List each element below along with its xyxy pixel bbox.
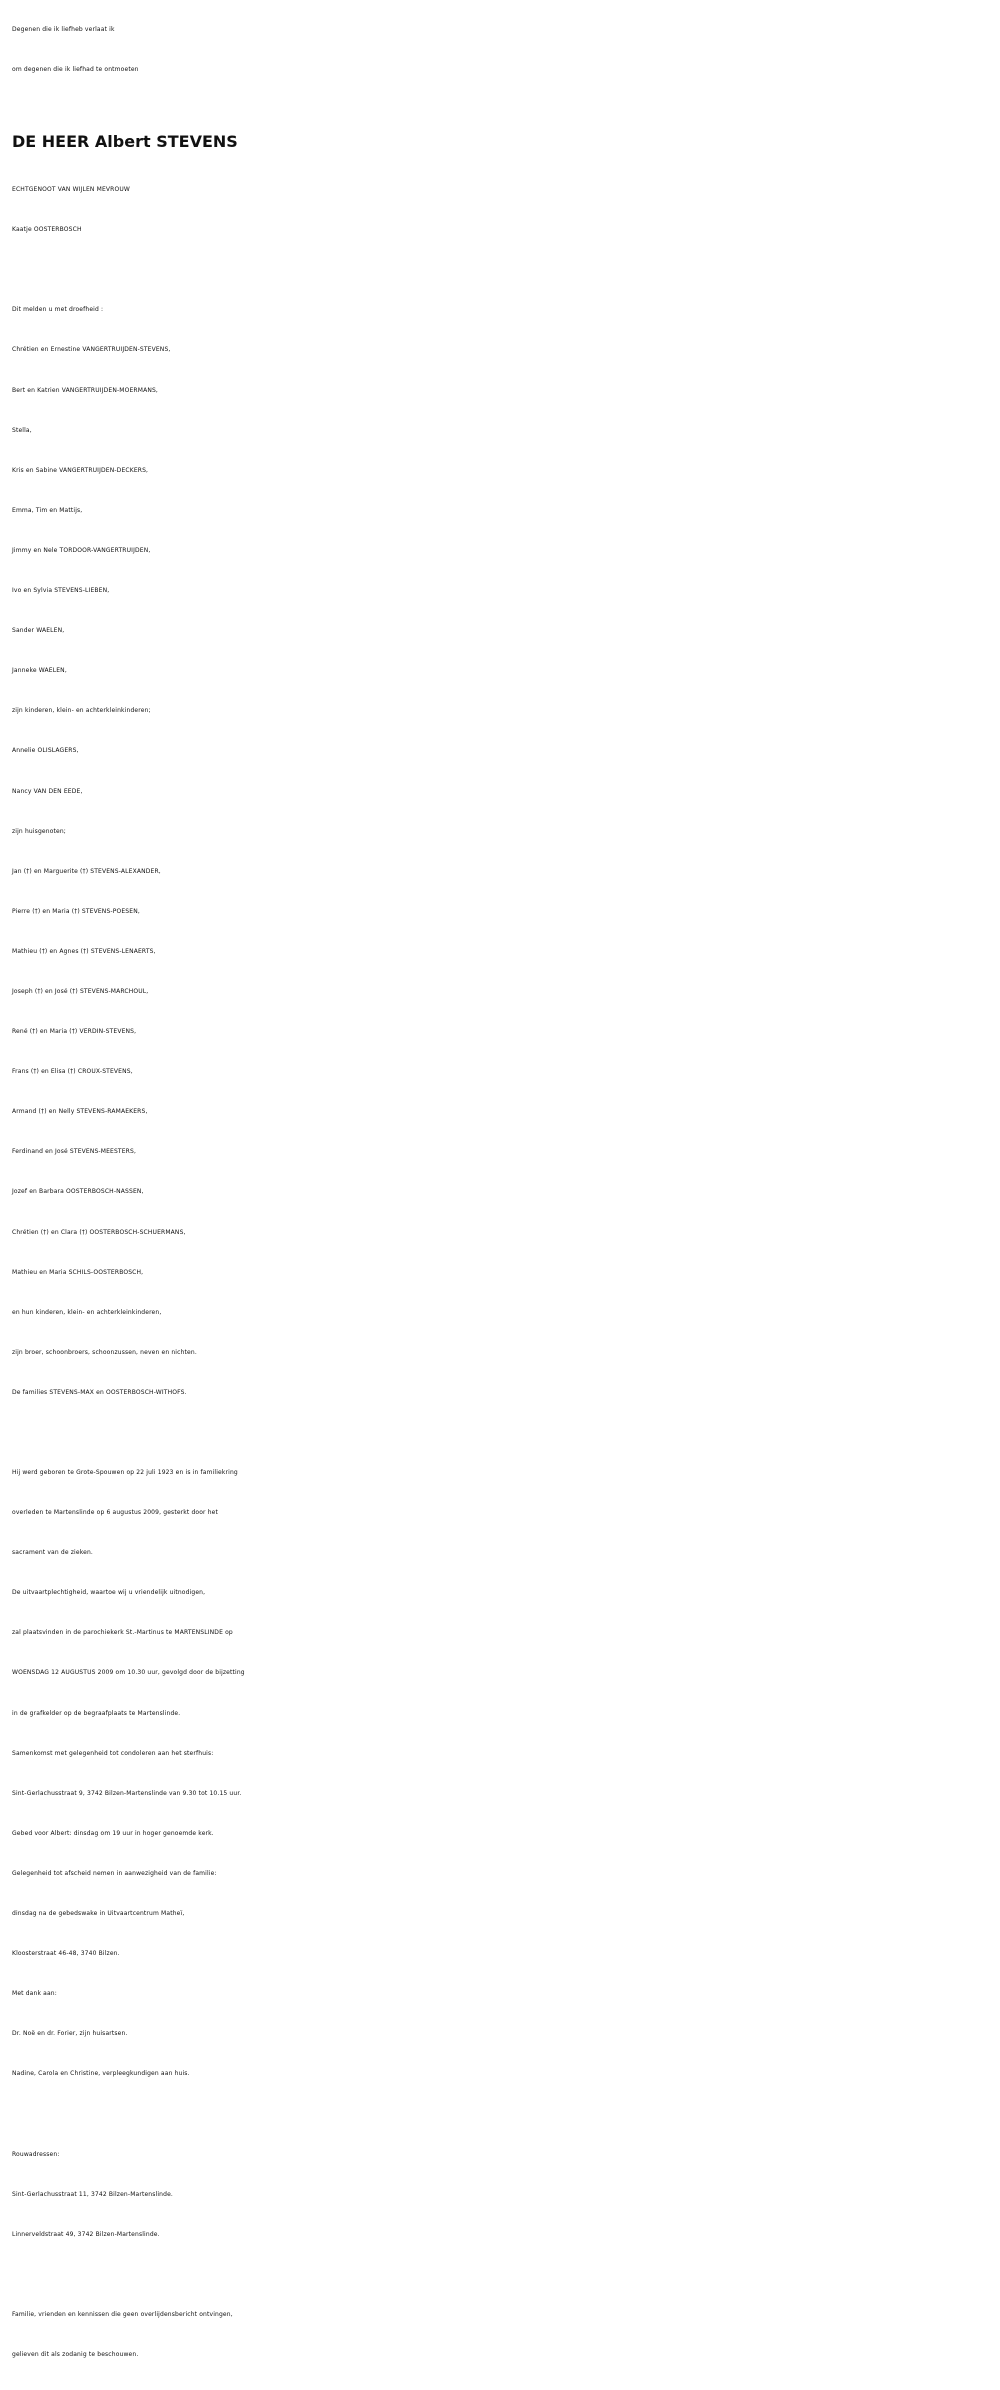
details-line: Dr. Noë en dr. Forier, zijn huisartsen. (12, 2030, 128, 2038)
family-line: zijn broer, schoonbroers, schoonzussen, neven en nichten. (12, 1348, 197, 1356)
details-line: Gebed voor Albert: dinsdag om 19 uur in hoger genoemde kerk. (12, 1829, 214, 1837)
addresses-line: Sint-Gerlachusstraat 11, 3742 Bilzen-Martenslinde. (12, 2190, 173, 2198)
spouse-subtitle (12, 170, 992, 250)
family-line: René (†) en Maria (†) VERDIN-STEVENS, (12, 1028, 137, 1036)
family-line: Ivo en Sylvia STEVENS-LIEBEN, (12, 587, 110, 595)
subtitle-line: Kaatje OOSTERBOSCH (12, 226, 82, 234)
family-line: Chrétien (†) en Clara (†) OOSTERBOSCH-SCHUERMANS, (12, 1228, 186, 1236)
closing-line: Familie, vrienden en kennissen die geen overlijdensbericht ontvingen, (12, 2310, 233, 2318)
intro-quote (12, 10, 992, 90)
spacer (12, 2095, 992, 2135)
mourning-addresses (12, 2135, 992, 2255)
details-line: Hij werd geboren te Grote-Spouwen op 22 juli 1923 en is in familiekring (12, 1469, 238, 1476)
deceased-name-title: DE HEER Albert STEVENS (12, 132, 238, 152)
subtitle-line: ECHTGENOOT VAN WIJLEN MEVROUW (12, 186, 130, 194)
details-line: WOENSDAG 12 AUGUSTUS 2009 om 10.30 uur, gevolgd door de bijzetting (12, 1669, 245, 1677)
family-line: Pierre (†) en Maria (†) STEVENS-POESEN, (12, 907, 140, 915)
details-line: Sint-Gerlachusstraat 9, 3742 Bilzen-Martenslinde van 9.30 tot 10.15 uur. (12, 1789, 242, 1797)
family-line: zijn kinderen, klein- en achterkleinkinderen; (12, 707, 151, 715)
family-line: Janneke WAELEN, (12, 667, 67, 675)
family-line: Nancy VAN DEN EEDE, (12, 787, 83, 795)
addresses-line: Rouwadressen: (12, 2150, 60, 2158)
family-line: Armand (†) en Nelly STEVENS-RAMAEKERS, (12, 1108, 148, 1116)
details-line: Gelegenheid tot afscheid nemen in aanwezigheid van de familie: (12, 1869, 217, 1877)
family-line: Mathieu en Maria SCHILS-OOSTERBOSCH, (12, 1268, 144, 1276)
intro-line: om degenen die ik liefhad te ontmoeten (12, 66, 139, 74)
family-line: Jan (†) en Marguerite (†) STEVENS-ALEXANDER, (12, 867, 161, 875)
details-line: sacrament van de zieken. (12, 1549, 93, 1557)
details-line: Kloosterstraat 46-48, 3740 Bilzen. (12, 1950, 120, 1958)
details-line: dinsdag na de gebedswake in Uitvaartcentrum Matheï, (12, 1910, 185, 1918)
addresses-line: Linnerveldstraat 49, 3742 Bilzen-Martenslinde. (12, 2230, 160, 2238)
spacer (12, 1413, 992, 1453)
family-line: Bert en Katrien VANGERTRUIJDEN-MOERMANS, (12, 386, 158, 394)
family-line: Stella, (12, 426, 32, 434)
closing-line: gelieven dit als zodanig te beschouwen. (12, 2350, 139, 2358)
family-line: Jozef en Barbara OOSTERBOSCH-NASSEN, (12, 1188, 144, 1196)
spacer (12, 250, 992, 290)
details-line: Samenkomst met gelegenheid tot condoleren aan het sterfhuis: (12, 1749, 214, 1757)
intro-line: Degenen die ik liefheb verlaat ik (12, 26, 115, 33)
obituary-notice (12, 10, 992, 2375)
family-line: Mathieu (†) en Agnes (†) STEVENS-LENAERTS, (12, 947, 156, 955)
family-line: en hun kinderen, klein- en achterkleinkinderen, (12, 1308, 162, 1316)
closing-note (12, 2295, 992, 2375)
details-line: Nadine, Carola en Christine, verpleegkundigen aan huis. (12, 2070, 190, 2078)
family-line: Frans (†) en Elisa (†) CROUX-STEVENS, (12, 1068, 133, 1076)
details-line: Met dank aan: (12, 1990, 57, 1998)
family-announcement (12, 290, 992, 1413)
details-line: in de grafkelder op de begraafplaats te Martenslinde. (12, 1709, 181, 1717)
family-line: Annelie OLISLAGERS, (12, 747, 79, 755)
family-line: Ferdinand en José STEVENS-MEESTERS, (12, 1148, 136, 1156)
family-line: De families STEVENS-MAX en OOSTERBOSCH-WITHOFS. (12, 1388, 187, 1396)
family-line: Joseph (†) en José (†) STEVENS-MARCHOUL, (12, 987, 149, 995)
family-line: zijn huisgenoten; (12, 827, 66, 835)
family-line: Dit melden u met droefheid : (12, 306, 104, 314)
spacer (12, 90, 992, 112)
funeral-details (12, 1453, 992, 2095)
details-line: overleden te Martenslinde op 6 augustus 2009, gesterkt door het (12, 1509, 219, 1517)
family-line: Jimmy en Nele TORDOOR-VANGERTRUIJDEN, (12, 546, 151, 554)
details-line: De uitvaartplechtigheid, waartoe wij u vriendelijk uitnodigen, (12, 1589, 206, 1597)
family-line: Chrétien en Ernestine VANGERTRUIJDEN-STEVENS, (12, 346, 171, 354)
details-line: zal plaatsvinden in de parochiekerk St.-Martinus te MARTENSLINDE op (12, 1629, 233, 1637)
spacer (12, 2255, 992, 2295)
family-line: Kris en Sabine VANGERTRUIJDEN-DECKERS, (12, 466, 149, 474)
family-line: Sander WAELEN, (12, 627, 65, 635)
family-line: Emma, Tim en Mattijs, (12, 506, 83, 514)
